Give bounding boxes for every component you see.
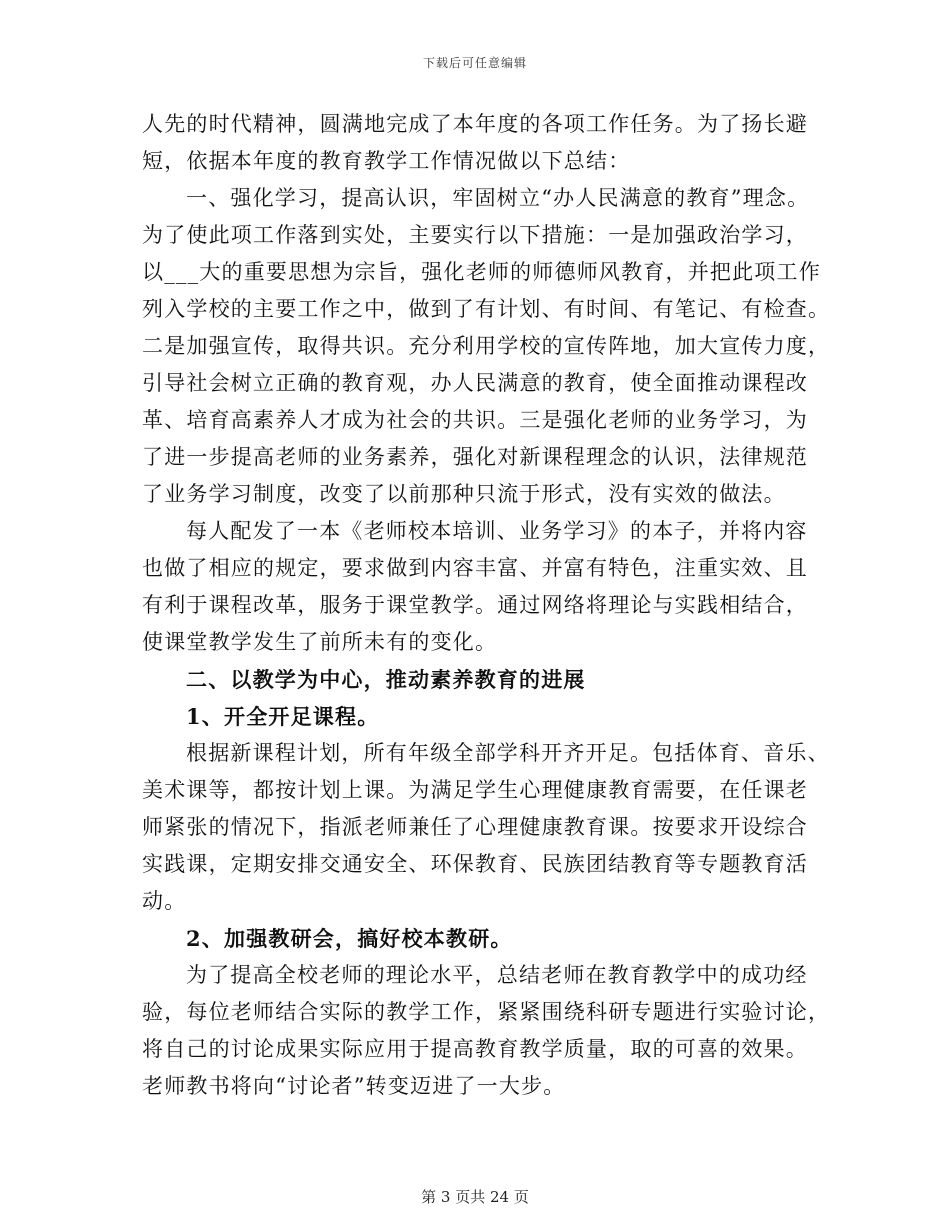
paragraph-line: 验，每位老师结合实际的教学工作，紧紧围绕科研专题进行实验讨论， [142,1000,831,1024]
paragraph-line: 师紧张的情况下，指派老师兼任了心理健康教育课。按要求开设综合 [142,815,808,839]
document-body [142,106,831,1105]
paragraph-line: 老师教书将向“讨论者”转变迈进了一大步。 [142,1074,566,1098]
paragraph-line: 美术课等，都按计划上课。为满足学生心理健康教育需要，在任课老 [142,778,808,802]
paragraph-line: 使课堂教学发生了前所未有的变化。 [142,630,498,654]
paragraph-line: 为了使此项工作落到实处，主要实行以下措施：一是加强政治学习， [142,223,808,247]
paragraph-line: 引导社会树立正确的教育观，办人民满意的教育，使全面推动课程改 [142,371,808,395]
paragraph-line: 一、强化学习，提高认识，牢固树立“办人民满意的教育”理念。 [186,186,810,210]
paragraph-line: 根据新课程计划，所有年级全部学科开齐开足。包括体育、音乐、 [186,741,830,765]
paragraph-line: 革、培育高素养人才成为社会的共识。三是强化老师的业务学习，为 [142,408,808,432]
paragraph-line: 动。 [142,889,187,913]
paragraph-line: 为了提高全校老师的理论水平，总结老师在教育教学中的成功经 [186,963,808,987]
paragraph-line: 实践课，定期安排交通安全、环保教育、民族团结教育等专题教育活 [142,852,808,876]
paragraph-line: 了进一步提高老师的业务素养，强化对新课程理念的认识，法律规范 [142,445,808,469]
paragraph-line: 每人配发了一本《老师校本培训、业务学习》的本子，并将内容 [186,519,808,543]
paragraph-line: 人先的时代精神，圆满地完成了本年度的各项工作任务。为了扬长避 [142,112,808,136]
paragraph-line: 了业务学习制度，改变了以前那种只流于形式，没有实效的做法。 [142,482,786,506]
paragraph-line: 也做了相应的规定，要求做到内容丰富、并富有特色，注重实效、且 [142,556,808,580]
paragraph-line: 有利于课程改革，服务于课堂教学。通过网络将理论与实践相结合， [142,593,808,617]
page-footer: 第 3 页共 24 页 [421,1188,529,1206]
paragraph-line: 二是加强宣传，取得共识。充分利用学校的宣传阵地，加大宣传力度， [142,334,831,358]
paragraph-line: 列入学校的主要工作之中，做到了有计划、有时间、有笔记、有检查。 [142,297,831,321]
page-header: 下载后可任意编辑 [422,56,527,70]
section-heading: 1、开全开足课程。 [186,704,380,729]
paragraph-line: 短，依据本年度的教育教学工作情况做以下总结： [142,149,631,173]
section-heading: 2、加强教研会，搞好校本教研。 [186,926,513,951]
paragraph-line: 以___大的重要思想为宗旨，强化老师的师德师风教育，并把此项工作 [142,260,821,284]
paragraph-line: 将自己的讨论成果实际应用于提高教育教学质量，取的可喜的效果。 [142,1037,808,1061]
section-heading: 二、以教学为中心，推动素养教育的进展 [186,667,586,692]
